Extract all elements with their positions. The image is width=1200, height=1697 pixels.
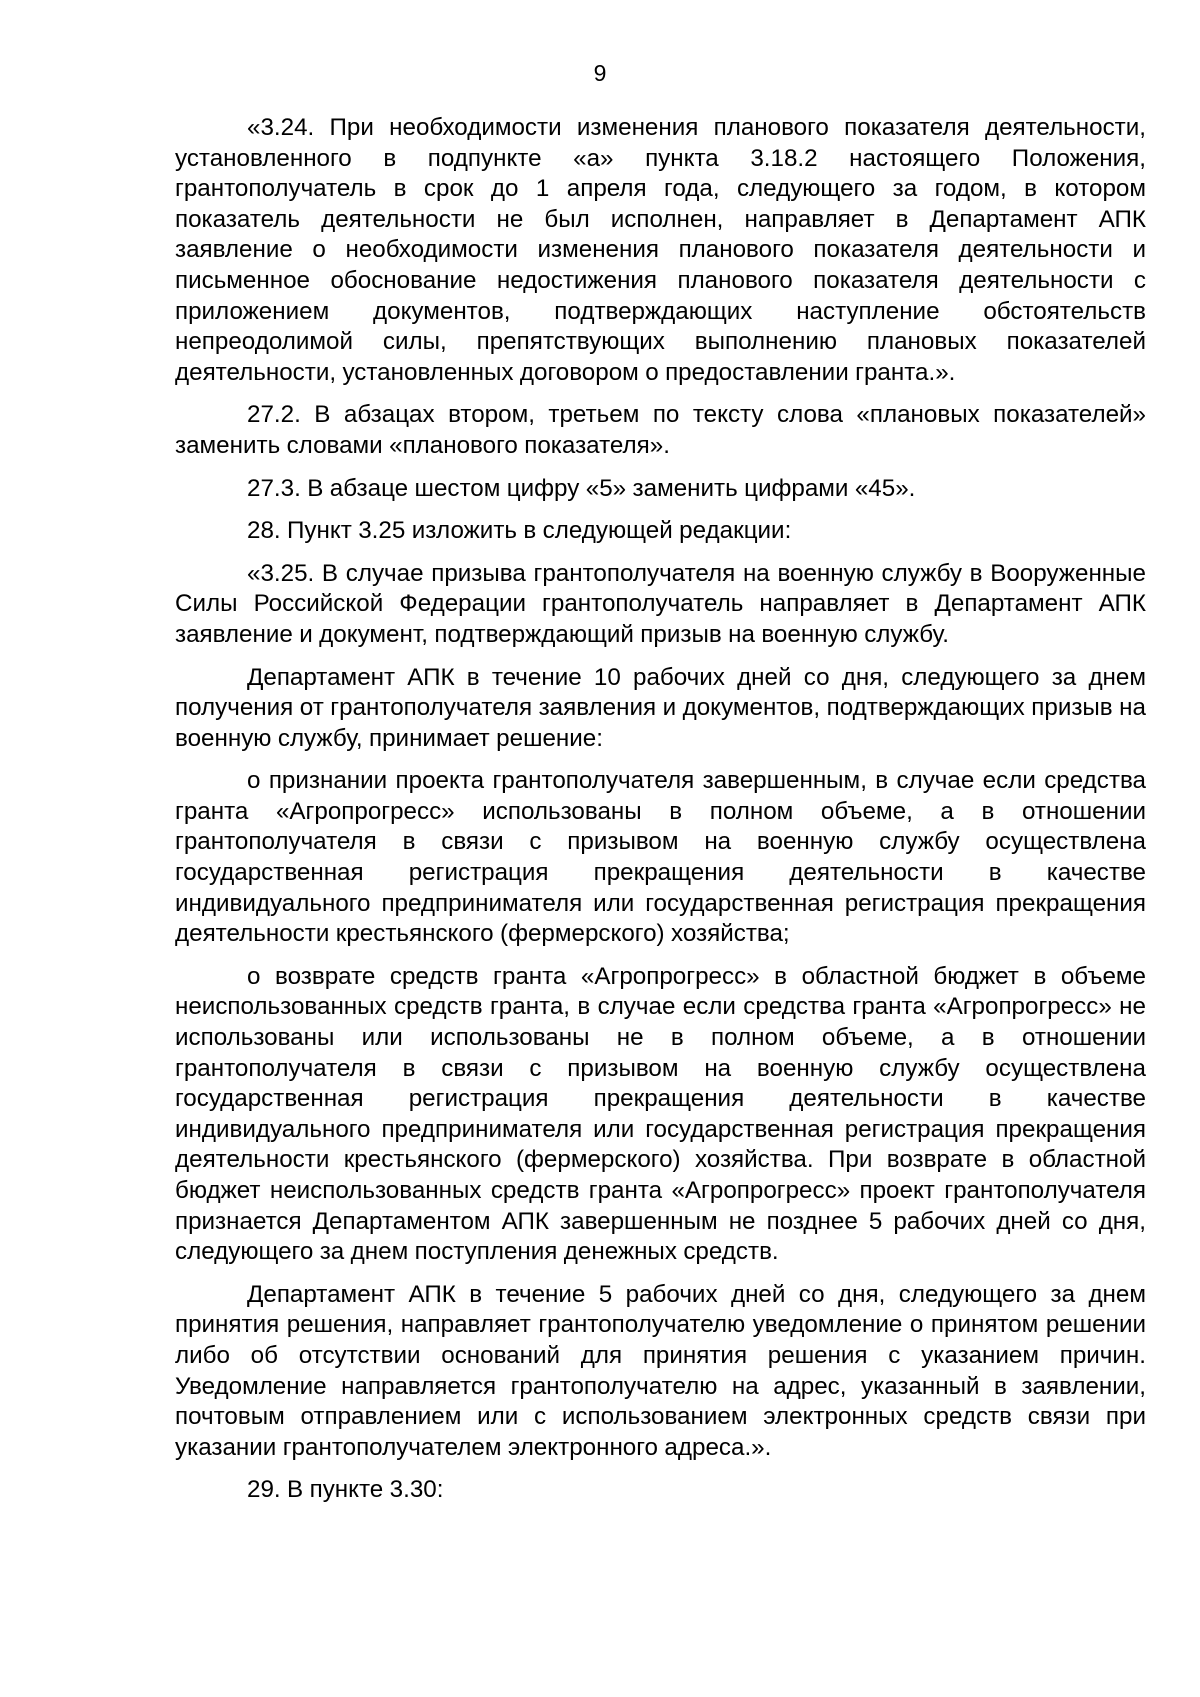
paragraph-notification: Департамент АПК в течение 5 рабочих дней со дня, следующего за днем принятия решения, направляет грантополучателю уведомление о принятом решении либо об отсутствии оснований для принятия решения с указанием причин. Уведомление направляется грантополучателю на адрес, указанный в заявлении, почтовым отправлением или с использованием электронных средств связи при указании грантополучателем электронного адреса.». [175,1280,1146,1461]
paragraph-grant-return: о возврате средств гранта «Агропрогресс» в областной бюджет в объеме неиспользованных средств гранта, в случае если средства гранта «Агропрогресс» не использованы или использованы не в полном объеме, а в отношении грантополучателя в связи с призывом на военную службу осуществлена государственная регистрация прекращения деятельности в качестве индивидуального предпринимателя или государственная регистрация прекращения деятельности крестьянского (фермерского) хозяйства. При возврате в областной бюджет неиспользованных средств гранта «Агропрогресс» проект грантополучателя признается Департаментом АПК завершенным не позднее 5 рабочих дней со дня, следующего за днем поступления денежных средств. [175,962,1146,1266]
paragraph-project-completed: о признании проекта грантополучателя завершенным, в случае если средства гранта «Агропрогресс» использованы в полном объеме, а в отношении грантополучателя в связи с призывом на военную службу осуществлена государственная регистрация прекращения деятельности в качестве индивидуального предпринимателя или государственная регистрация прекращения деятельности крестьянского (фермерского) хозяйства; [175,767,1146,948]
document-body [175,113,1146,1506]
paragraph-3-25: «3.25. В случае призыва грантополучателя на военную службу в Вооруженные Силы Российской Федерации грантополучатель направляет в Департамент АПК заявление и документ, подтверждающий призыв на военную службу. [175,559,1146,648]
paragraph-27-3: 27.3. В абзаце шестом цифру «5» заменить цифрами «45». [247,474,916,502]
page-number: 9 [593,60,607,86]
paragraph-27-2: 27.2. В абзацах втором, третьем по тексту слова «плановых показателей» заменить словами «планового показателя». [175,401,1146,459]
paragraph-29: 29. В пункте 3.30: [247,1476,444,1504]
paragraph-decision-timing: Департамент АПК в течение 10 рабочих дней со дня, следующего за днем получения от грантополучателя заявления и документов, подтверждающих призыв на военную службу, принимает решение: [175,663,1146,752]
paragraph-3-24: «3.24. При необходимости изменения планового показателя деятельности, установленного в подпункте «а» пункта 3.18.2 настоящего Положения, грантополучатель в срок до 1 апреля года, следующего за годом, в котором показатель деятельности не был исполнен, направляет в Департамент АПК заявление о необходимости изменения планового показателя деятельности и письменное обоснование недостижения планового показателя деятельности с приложением документов, подтверждающих наступление обстоятельств непреодолимой силы, препятствующих выполнению плановых показателей деятельности, установленных договором о предоставлении гранта.». [175,114,1146,386]
paragraph-28: 28. Пункт 3.25 изложить в следующей редакции: [247,517,792,545]
